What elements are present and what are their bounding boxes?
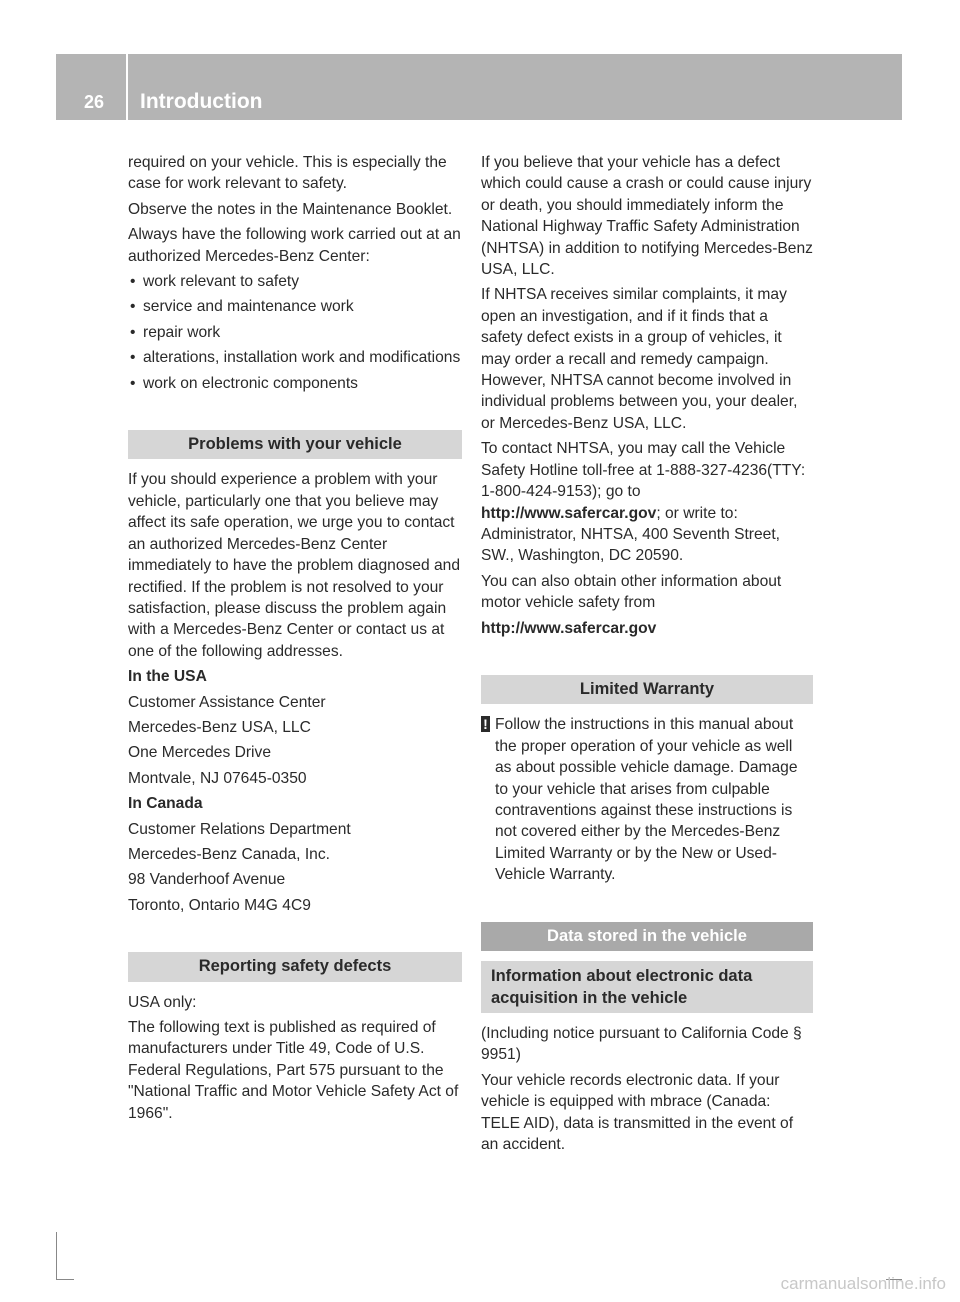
crop-mark-horizontal bbox=[56, 1279, 74, 1280]
canada-address-line: Customer Relations Department bbox=[128, 820, 351, 838]
page-header bbox=[56, 54, 902, 120]
reporting-paragraph: The following text is published as required of manufacturers under Title 49, Code of U.S. Federal Regulations, Part 575 pursuant to the "National Traffic and Motor Vehicle Safety Act of 1966". bbox=[128, 1019, 459, 1122]
list-item: • alterations, installation work and modifications bbox=[128, 347, 462, 368]
intro-paragraph: required on your vehicle. This is especially the case for work relevant to safety. bbox=[128, 154, 447, 193]
section-title: Introduction bbox=[140, 90, 263, 113]
nhtsa-paragraph: If NHTSA receives similar complaints, it may open an investigation, and if it finds that a safety defect exists in a group of vehicles, it may order a recall and remedy campaign. However, NHTSA cannot become involved in individual problems between you, your dealer, or Mercedes-Benz USA, LLC. bbox=[481, 286, 798, 432]
defect-paragraph: If you believe that your vehicle has a defect which could cause a crash or could cause injury or death, you should immediately inform the National Highway Traffic Safety Administration (NHTSA) in addition to notifying Mercedes-Benz USA, LLC. bbox=[481, 154, 813, 279]
warning-icon: ! bbox=[481, 716, 490, 732]
authorized-work-note: Always have the following work carried out at an authorized Mercedes-Benz Center: bbox=[128, 226, 461, 265]
canada-address-line: 98 Vanderhoof Avenue bbox=[128, 871, 286, 889]
header-divider bbox=[126, 54, 128, 120]
canada-label: In Canada bbox=[128, 795, 203, 813]
page-number: 26 bbox=[84, 92, 105, 112]
usa-only-note: USA only: bbox=[128, 993, 197, 1011]
warranty-text: Follow the instructions in this manual about the proper operation of your vehicle as well as about possible vehicle damage. Damage to your vehicle that arises from culpable contraventions against these instructions is not covered either by the Mercedes-Benz Limited Warranty or by the New or Used-Vehicle Warranty. bbox=[495, 716, 798, 884]
maintenance-note: Observe the notes in the Maintenance Booklet. bbox=[128, 200, 453, 218]
list-item: • service and maintenance work bbox=[128, 296, 462, 317]
contact-text: To contact NHTSA, you may call the Vehicle Safety Hotline toll-free at 1-888-327-4236(TTY: 1-800-424-9153); go to bbox=[481, 440, 806, 501]
problems-heading: Problems with your vehicle bbox=[128, 430, 462, 459]
usa-label: In the USA bbox=[128, 668, 207, 686]
electronic-data-paragraph: Your vehicle records electronic data. If your vehicle is equipped with mbrace (Canada: TELE AID), data is transmitted in the event of an accident. bbox=[481, 1071, 794, 1154]
contact-paragraph bbox=[481, 438, 813, 566]
contact-text-cont: ; or write to: Administrator, NHTSA, 400 Seventh Street, SW., Washington, DC 20590. bbox=[481, 504, 781, 565]
usa-address-line: Mercedes-Benz USA, LLC bbox=[128, 718, 311, 736]
warranty-heading: Limited Warranty bbox=[481, 675, 813, 704]
problems-paragraph: If you should experience a problem with your vehicle, particularly one that you believe may affect its safe operation, we urge you to contact an authorized Mercedes-Benz Center immediately to have the problem diagnosed and rectified. If the problem is not resolved to your satisfaction, please discuss the problem again with a Mercedes-Benz Center or contact us at one of the following addresses. bbox=[128, 471, 461, 660]
watermark: carmanualsonline.info bbox=[780, 1274, 946, 1293]
right-column bbox=[481, 152, 813, 1159]
usa-address-line: One Mercedes Drive bbox=[128, 744, 271, 762]
electronic-data-heading: Information about electronic data acquisition in the vehicle bbox=[481, 961, 813, 1013]
list-item: • work relevant to safety bbox=[128, 271, 462, 292]
safercar-link-standalone[interactable]: http://www.safercar.gov bbox=[481, 619, 657, 637]
crop-mark-vertical bbox=[56, 1232, 57, 1280]
left-column bbox=[128, 152, 462, 1128]
reporting-heading: Reporting safety defects bbox=[128, 952, 462, 981]
canada-address-line: Mercedes-Benz Canada, Inc. bbox=[128, 845, 330, 863]
info-paragraph: You can also obtain other information about motor vehicle safety from bbox=[481, 572, 782, 612]
list-item: • work on electronic components bbox=[128, 373, 462, 394]
usa-address-line: Montvale, NJ 07645-0350 bbox=[128, 769, 307, 787]
usa-address-line: Customer Assistance Center bbox=[128, 693, 326, 711]
canada-address-line: Toronto, Ontario M4G 4C9 bbox=[128, 896, 311, 914]
data-stored-heading: Data stored in the vehicle bbox=[481, 922, 813, 951]
work-list bbox=[128, 271, 462, 394]
safercar-link[interactable]: http://www.safercar.gov bbox=[481, 504, 657, 522]
california-code-note: (Including notice pursuant to California Code § 9951) bbox=[481, 1025, 802, 1064]
warranty-warning bbox=[481, 714, 813, 885]
list-item: • repair work bbox=[128, 322, 462, 343]
